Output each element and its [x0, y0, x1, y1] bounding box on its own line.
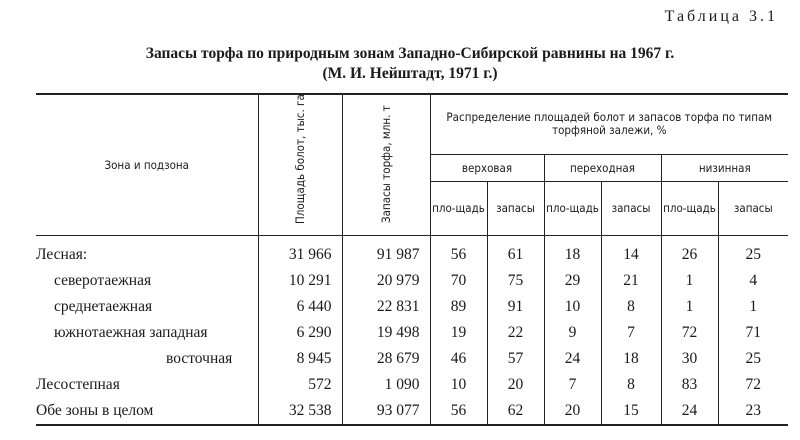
percent-cell: 20 [544, 398, 601, 425]
percent-cell: 75 [487, 268, 544, 294]
percent-cell: 30 [661, 346, 718, 372]
percent-cell: 24 [661, 398, 718, 425]
percent-cell: 10 [544, 294, 601, 320]
reserves-cell: 93 077 [342, 398, 430, 425]
percent-cell: 25 [745, 350, 762, 367]
zone-cell: северотаежная [36, 268, 258, 294]
area-cell: 32 538 [258, 398, 342, 425]
col-header-reserves-short: запасы [601, 182, 661, 236]
percent-cell: 24 [544, 346, 601, 372]
zone-cell: среднетаежная [36, 294, 258, 320]
percent-cell: 20 [487, 372, 544, 398]
percent-cell: 18 [544, 236, 601, 269]
percent-cell: 72 [745, 376, 762, 393]
percent-cell: 61 [487, 236, 544, 269]
percent-cell: 7 [601, 320, 661, 346]
col-header-reserves-short: запасы [718, 182, 788, 236]
table-row [36, 372, 788, 398]
zone-cell: восточная [36, 346, 258, 372]
table-row [36, 294, 788, 320]
table-row [36, 268, 788, 294]
table-title: Запасы торфа по природным зонам Западно-Сибирской равнины на 1967 г. [145, 45, 675, 62]
percent-cell: 83 [661, 372, 718, 398]
percent-cell: 1 [661, 294, 718, 320]
percent-cell: 72 [661, 320, 718, 346]
col-header-area-short: пло-щадь [661, 182, 718, 236]
percent-cell: 10 [430, 372, 487, 398]
percent-cell: 71 [745, 324, 762, 341]
zone-cell: Лесная: [36, 236, 258, 269]
percent-cell: 57 [487, 346, 544, 372]
percent-cell: 4 [749, 272, 758, 289]
percent-cell: 1 [661, 268, 718, 294]
reserves-cell: 19 498 [342, 320, 430, 346]
table-row [36, 398, 788, 425]
reserves-cell: 20 979 [342, 268, 430, 294]
col-header-zone: Зона и подзона [36, 94, 258, 236]
area-cell: 31 966 [258, 236, 342, 269]
percent-cell: 14 [601, 236, 661, 269]
percent-cell: 15 [601, 398, 661, 425]
table-row [36, 320, 788, 346]
percent-cell: 70 [430, 268, 487, 294]
peat-reserves-table [36, 93, 788, 426]
col-header-type-3: низинная [661, 154, 788, 181]
area-cell: 10 291 [258, 268, 342, 294]
percent-cell: 91 [487, 294, 544, 320]
percent-cell: 25 [745, 246, 762, 263]
col-header-reserves-short: запасы [487, 182, 544, 236]
zone-cell: Обе зоны в целом [36, 398, 258, 425]
col-header-type-2: переходная [544, 154, 661, 181]
percent-cell: 56 [430, 398, 487, 425]
zone-cell: южнотаежная западная [36, 320, 258, 346]
table-row [36, 346, 788, 372]
percent-cell: 26 [661, 236, 718, 269]
percent-cell: 8 [601, 294, 661, 320]
area-cell: 6 290 [258, 320, 342, 346]
reserves-cell: 1 090 [342, 372, 430, 398]
percent-cell: 21 [601, 268, 661, 294]
percent-cell: 9 [544, 320, 601, 346]
col-header-type-1: верховая [430, 154, 544, 181]
zone-cell: Лесостепная [36, 372, 258, 398]
percent-cell: 46 [430, 346, 487, 372]
percent-cell: 89 [430, 294, 487, 320]
area-cell: 6 440 [258, 294, 342, 320]
col-header-reserves: Запасы торфа, млн. т [342, 94, 430, 236]
percent-cell: 18 [601, 346, 661, 372]
reserves-cell: 22 831 [342, 294, 430, 320]
area-cell: 572 [258, 372, 342, 398]
percent-cell: 1 [749, 298, 758, 315]
percent-cell: 29 [544, 268, 601, 294]
percent-cell: 56 [430, 236, 487, 269]
percent-cell: 7 [544, 372, 601, 398]
col-header-area-short: пло-щадь [430, 182, 487, 236]
area-cell: 8 945 [258, 346, 342, 372]
percent-cell: 8 [601, 372, 661, 398]
percent-cell: 23 [745, 402, 762, 419]
percent-cell: 22 [487, 320, 544, 346]
reserves-cell: 28 679 [342, 346, 430, 372]
col-header-area-short: пло-щадь [544, 182, 601, 236]
table-row [36, 236, 788, 269]
percent-cell: 19 [430, 320, 487, 346]
percent-cell: 62 [487, 398, 544, 425]
col-header-distribution: Распределение площадей болот и запасов торфа по типам торфяной залежи, % [430, 94, 788, 154]
table-subtitle: (М. И. Нейштадт, 1971 г.) [322, 65, 498, 82]
table-label: Таблица 3.1 [664, 8, 778, 25]
reserves-cell: 91 987 [342, 236, 430, 269]
col-header-area: Площадь болот, тыс. га [258, 94, 342, 236]
